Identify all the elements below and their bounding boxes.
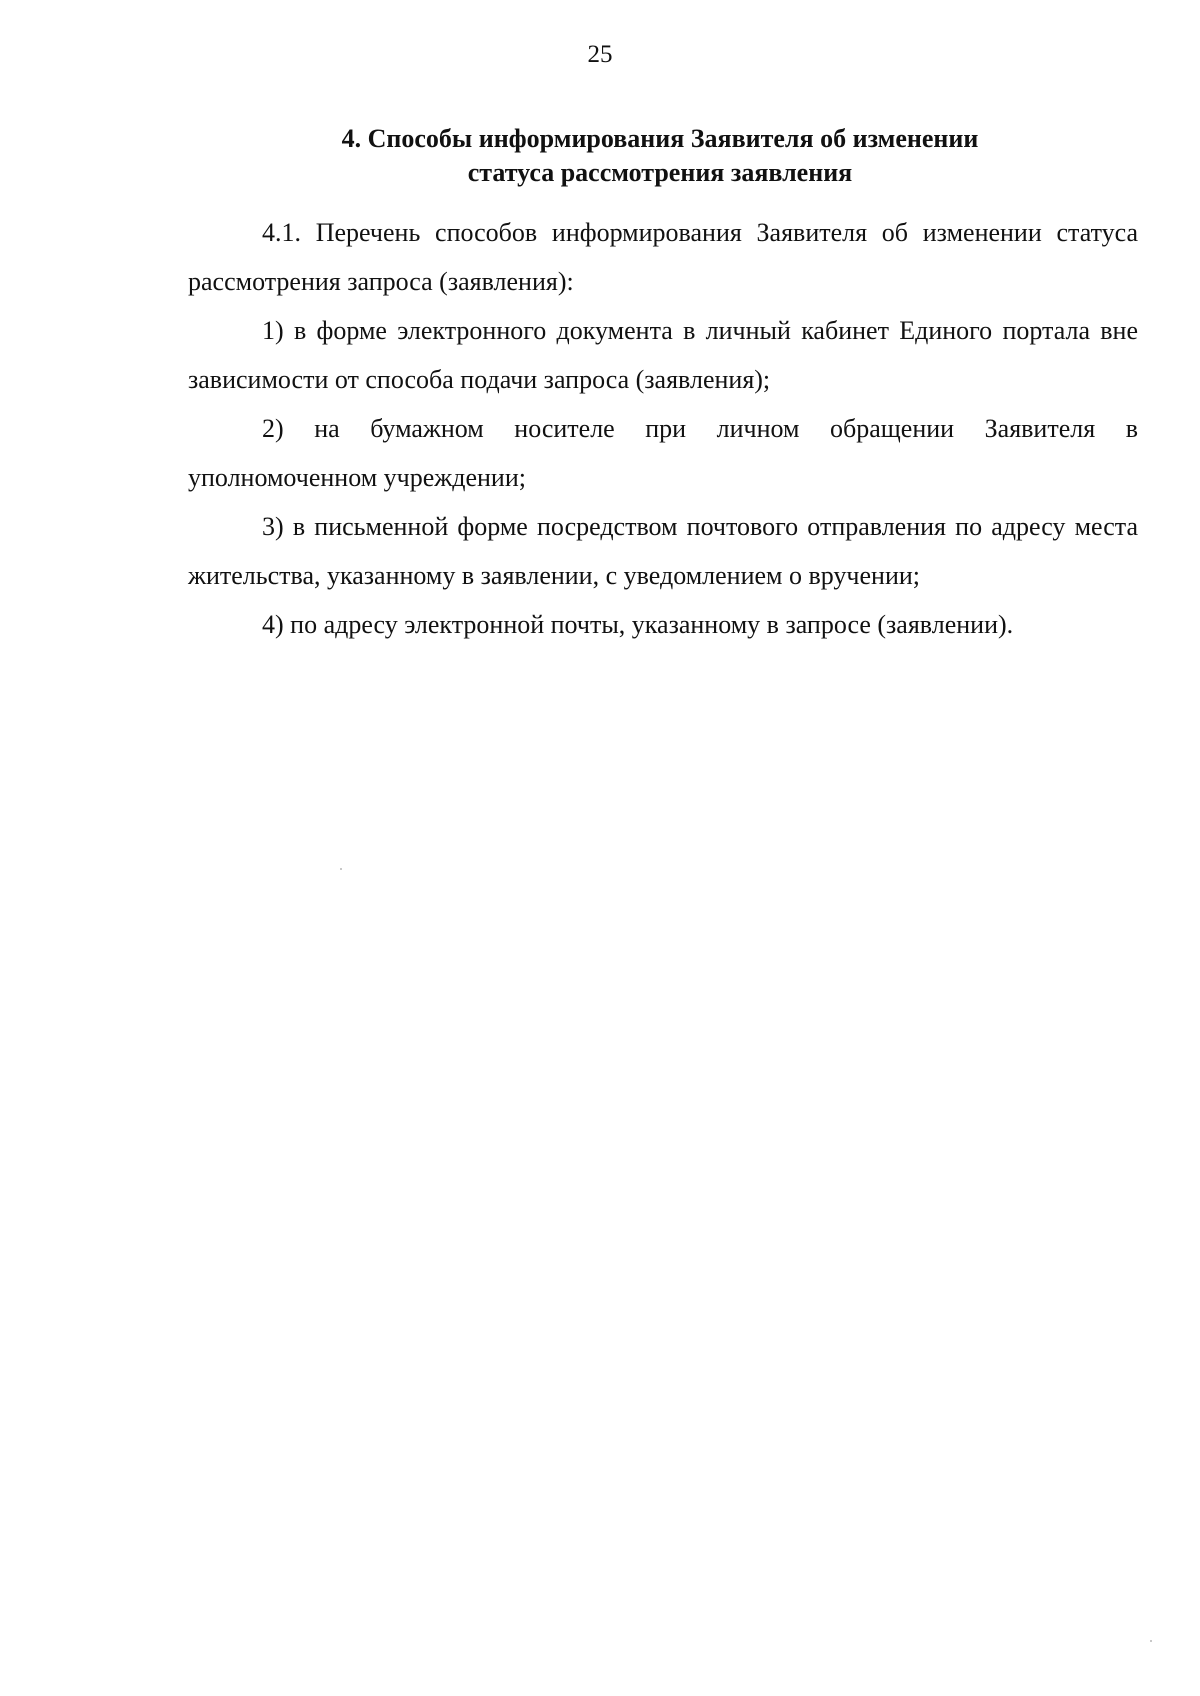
section-title-line-1: 4. Способы информирования Заявителя об изменении [341,124,979,153]
paragraph-item-1: 1) в форме электронного документа в личный кабинет Единого портала вне зависимости от способа подачи запроса (заявления); [188,316,1138,394]
scan-artifact [340,868,342,870]
paragraph-item-4: 4) по адресу электронной почты, указанному в запросе (заявлении). [262,610,1014,639]
section-title-line-2: статуса рассмотрения заявления [467,158,853,187]
scan-artifact [1150,1640,1152,1642]
document-body [188,208,1138,649]
paragraph-item-3: 3) в письменной форме посредством почтового отправления по адресу места жительства, указанному в заявлении, с уведомлением о вручении; [188,512,1138,590]
paragraph-item-2: 2) на бумажном носителе при личном обращении Заявителя в уполномоченном учреждении; [188,414,1138,492]
section-title [330,122,990,190]
paragraph-4-1: 4.1. Перечень способов информирования Заявителя об изменении статуса рассмотрения запроса (заявления): [188,218,1138,296]
page-number: 25 [587,41,613,68]
